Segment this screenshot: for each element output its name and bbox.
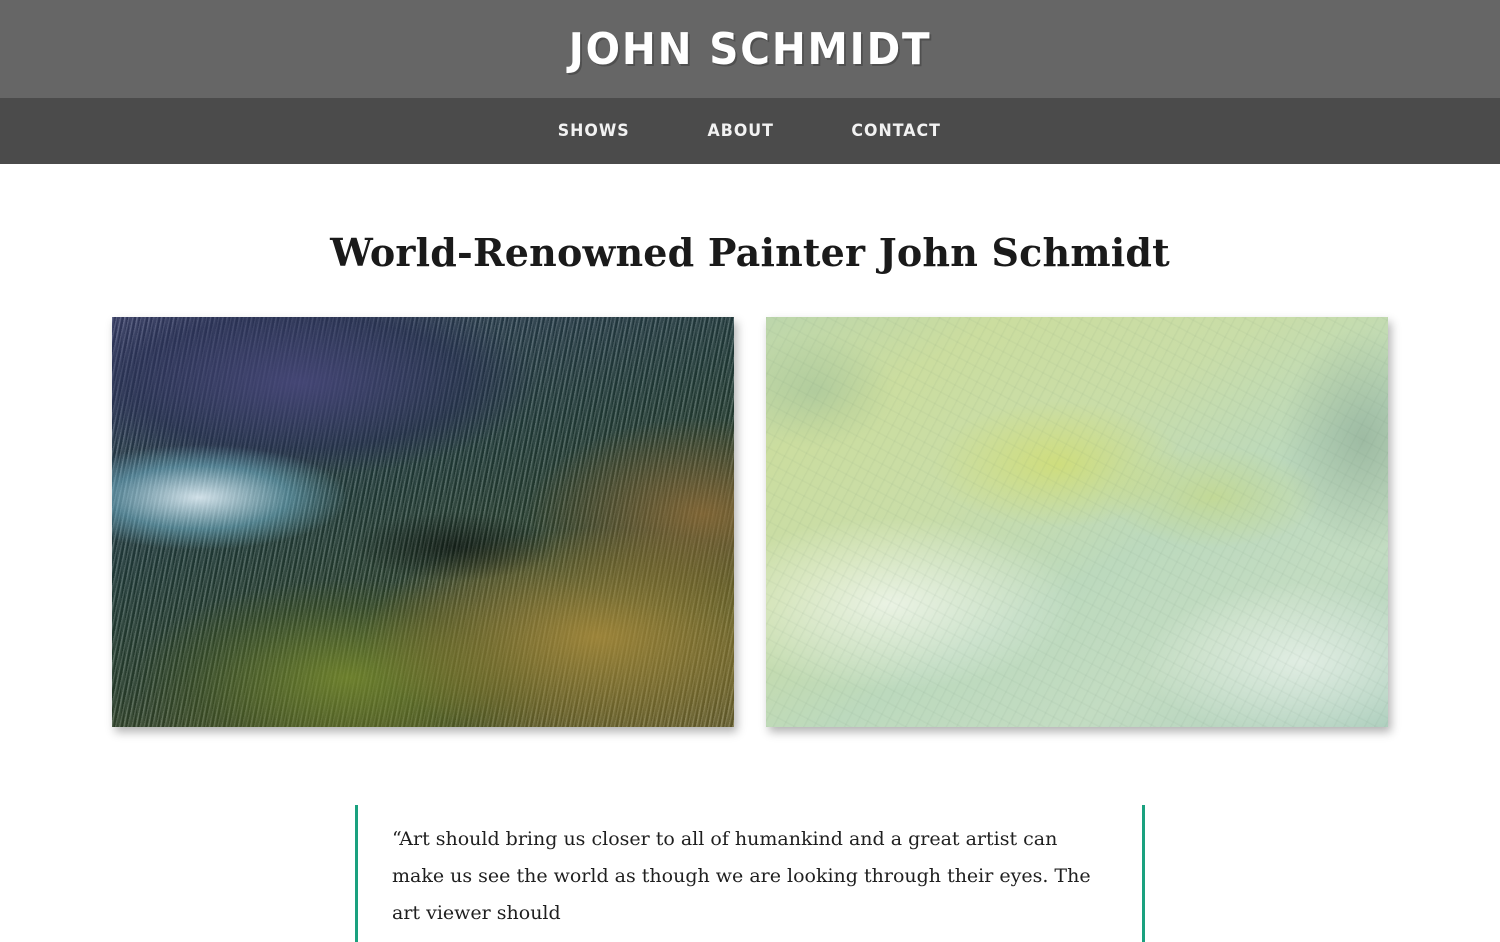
site-header bbox=[0, 0, 1500, 98]
page-title: World-Renowned Painter John Schmidt bbox=[330, 230, 1170, 275]
nav-item-shows[interactable]: SHOWS bbox=[558, 121, 631, 141]
site-title: JOHN SCHMIDT bbox=[568, 23, 932, 75]
nav-item-about[interactable]: ABOUT bbox=[707, 121, 774, 141]
page-main bbox=[0, 164, 1500, 942]
artwork-image-2[interactable] bbox=[766, 317, 1388, 727]
nav-item-contact[interactable]: CONTACT bbox=[851, 121, 942, 141]
artwork-gallery bbox=[0, 317, 1500, 727]
artist-quote bbox=[355, 805, 1145, 942]
main-navigation bbox=[0, 98, 1500, 164]
artist-quote-text: “Art should bring us closer to all of humankind and a great artist can make us see the world as though we are looking through their eyes. The art viewer should bbox=[392, 828, 1091, 925]
artwork-image-1[interactable] bbox=[112, 317, 734, 727]
